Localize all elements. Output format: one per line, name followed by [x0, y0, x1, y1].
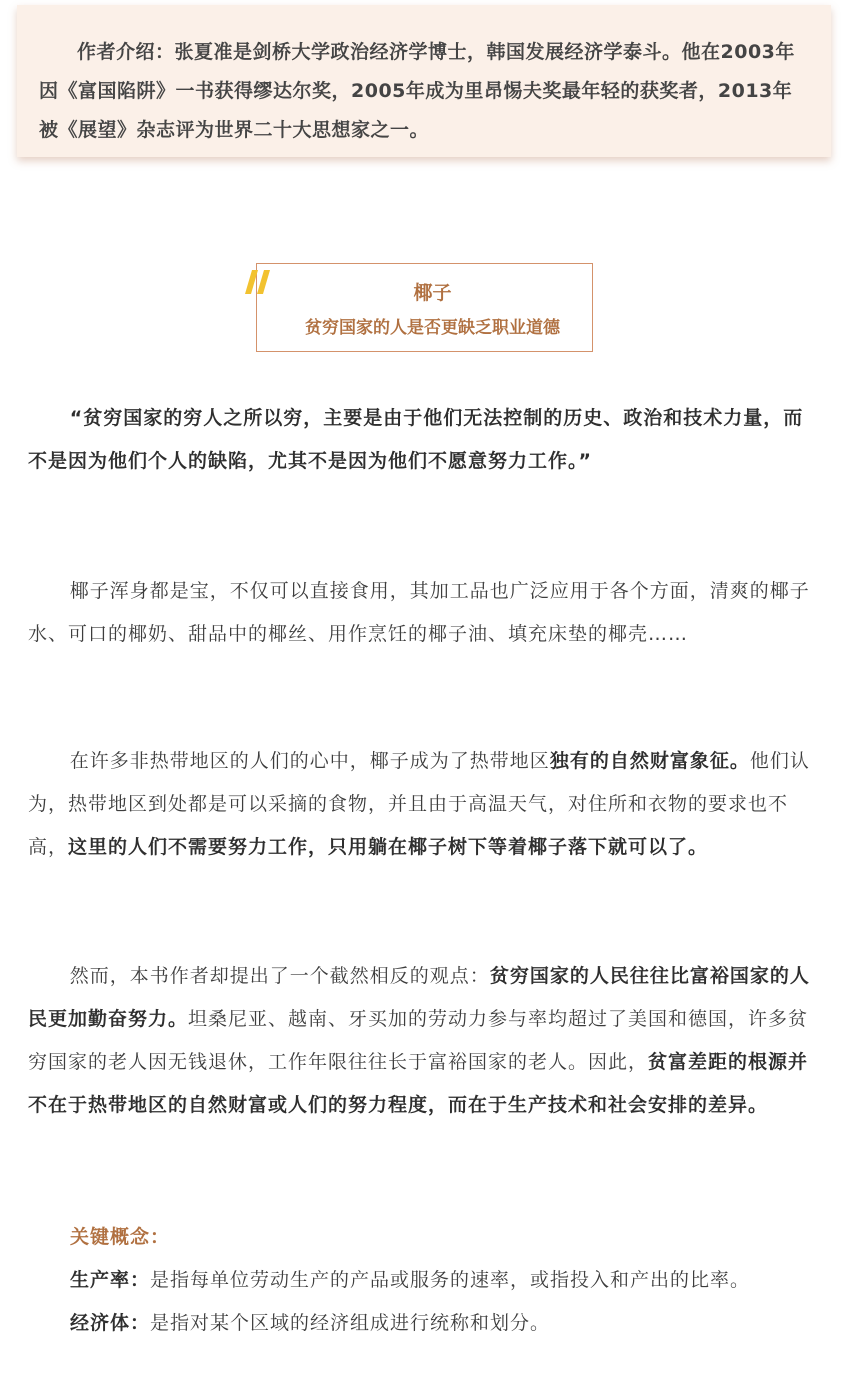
concept-term: 经济体：: [70, 1312, 151, 1334]
concept-item-productivity: [28, 1259, 822, 1302]
book-quote: “贫穷国家的穷人之所以穷，主要是由于他们无法控制的历史、政治和技术力量，而不是因为他们个人的缺陷，尤其不是因为他们不愿意努力工作。”: [28, 407, 804, 472]
chapter-header-box: [256, 263, 593, 352]
key-concepts-heading: 关键概念：: [70, 1226, 171, 1248]
author-intro-text: 作者介绍：张夏准是剑桥大学政治经济学博士，韩国发展经济学泰斗。他在2003年因《富国陷阱》一书获得缪达尔奖，2005年成为里昂惕夫奖最年轻的获奖者，2013年被《展望》杂志评为世界二十大思想家之一。: [39, 41, 795, 141]
highlight-text: 贫穷国家的人民往往比富裕国家的人民更加勤奋努力。: [28, 965, 810, 1030]
concept-term: 生产率：: [70, 1269, 151, 1291]
highlight-text: 独有的自然财富象征。: [549, 750, 750, 772]
concept-definition: 是指每单位劳动生产的产品或服务的速率，或指投入和产出的比率。: [150, 1269, 751, 1291]
paragraph-text: 然而，本书作者却提出了一个截然相反的观点：: [69, 965, 490, 987]
paragraph-author-view: [28, 955, 822, 1127]
paragraph-text: 在许多非热带地区的人们的心中，椰子成为了热带地区: [69, 750, 550, 772]
concept-item-economy: [28, 1302, 822, 1345]
highlight-text: 这里的人们不需要努力工作，只用躺在椰子树下等着椰子落下就可以了。: [68, 836, 709, 858]
chapter-title: 椰子: [413, 282, 452, 304]
paragraph-text: 坦桑尼亚、越南、牙买加的劳动力参与率均超过了美国和德国，许多贫穷国家的老人因无钱退休，工作年限往往长于富裕国家的老人。因此，: [28, 1008, 809, 1073]
paragraph-tropical-perception: [28, 740, 822, 869]
paragraph-text: 他们认为，热带地区到处都是可以采摘的食物，并且由于高温天气，对住所和衣物的要求也不高，: [28, 750, 810, 858]
concept-definition: 是指对某个区域的经济组成进行统称和划分。: [150, 1312, 551, 1334]
highlight-text: 贫富差距的根源并不在于热带地区的自然财富或人们的努力程度，而在于生产技术和社会安排的差异。: [28, 1051, 809, 1116]
key-concepts-section: [28, 1216, 822, 1345]
chapter-subtitle: 贫穷国家的人是否更缺乏职业道德: [305, 318, 560, 338]
author-intro-box: [17, 5, 831, 157]
paragraph-coconut-uses: 椰子浑身都是宝，不仅可以直接食用，其加工品也广泛应用于各个方面，清爽的椰子水、可口的椰奶、甜品中的椰丝、用作烹饪的椰子油、填充床垫的椰壳……: [28, 580, 810, 645]
